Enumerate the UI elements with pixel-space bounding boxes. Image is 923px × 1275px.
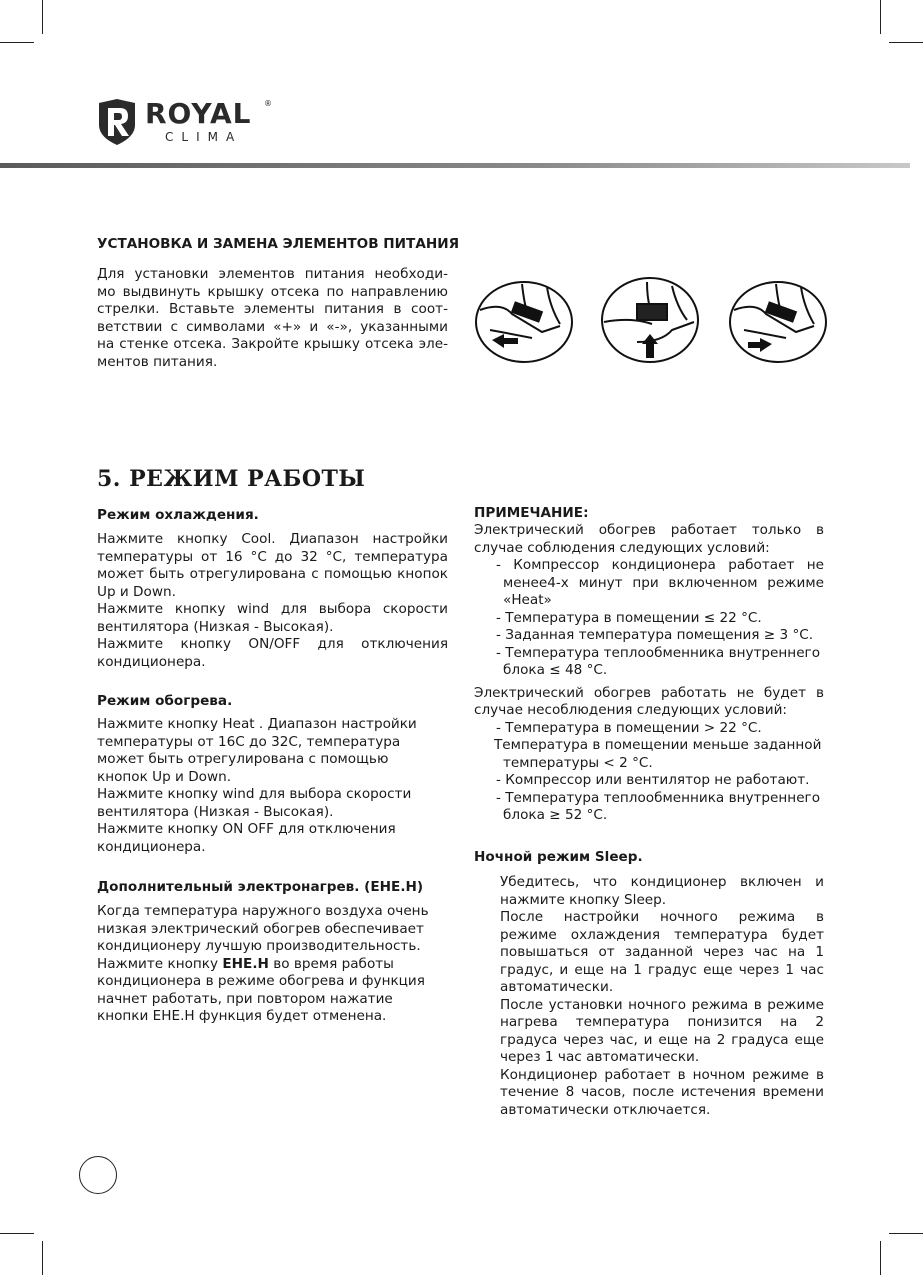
text-segment: - Заданная температура помещения ≥ 3 °C.: [496, 627, 814, 643]
text-line: [474, 575, 824, 593]
text-segment: вентилятора (Низкая - Высокая).: [97, 618, 334, 635]
text-segment: - Компрессор кондиционера работает не: [496, 557, 824, 573]
text-segment: нажмите кнопку Sleep.: [500, 891, 667, 908]
text-segment: низкая электрический обогрев обеспечивает: [97, 920, 424, 937]
text-segment: Нажмите кнопку ON/OFF для отключения: [97, 636, 448, 652]
text-segment: режиме охлаждения температура будет: [500, 926, 824, 943]
text-line: [500, 1102, 824, 1120]
text-line: [97, 839, 448, 857]
text-line: [500, 997, 824, 1015]
text-line: [474, 720, 824, 738]
text-line: [500, 979, 824, 997]
text-line: [500, 892, 824, 910]
text-line: [97, 903, 448, 921]
text-line: [97, 319, 448, 337]
text-line: [500, 1014, 824, 1032]
text-segment: случае соблюдения следующих условий:: [474, 539, 770, 556]
text-segment: После настройки ночного режима в: [500, 909, 824, 925]
crop-mark: [0, 1233, 34, 1234]
text-line: [97, 821, 448, 839]
text-line: [474, 592, 824, 610]
crop-mark: [42, 0, 43, 34]
text-line: [97, 301, 448, 319]
text-line: [97, 549, 448, 567]
heat-heading: Режим обогрева.: [97, 693, 233, 709]
text-segment: - Температура в помещении > 22 °C.: [496, 719, 762, 736]
text-segment: кондиционеру лучшую производительность.: [97, 938, 421, 954]
text-segment: Нажмите кнопку ON OFF для отключения: [97, 821, 396, 837]
text-segment: кондиционера.: [97, 838, 206, 855]
sleep-heading: Ночной режим Sleep.: [474, 849, 643, 865]
text-line: [474, 807, 824, 825]
text-line: [97, 786, 448, 804]
text-line: [500, 944, 824, 962]
text-segment: кондиционера.: [97, 653, 206, 670]
battery-heading: УСТАНОВКА И ЗАМЕНА ЭЛЕМЕНТОВ ПИТАНИЯ: [97, 236, 460, 252]
text-segment: Убедитесь, что кондиционер включен и: [500, 874, 824, 890]
text-segment: Нажмите кнопку: [97, 955, 223, 972]
page-number-circle: [79, 1156, 117, 1194]
cool-text: [97, 531, 448, 671]
crop-mark: [889, 1233, 923, 1234]
text-segment: начнет работать, при повтором нажатие: [97, 990, 393, 1007]
text-segment: кнопок Up и Down.: [97, 768, 232, 785]
text-segment: мо выдвинуть крышку отсека по направлению: [97, 283, 448, 300]
text-segment: Электрический обогрев работать не будет в: [474, 684, 824, 701]
text-segment: Нажмите кнопку wind для выбора скорости: [97, 786, 412, 802]
text-line: [500, 874, 824, 892]
text-segment: кнопки EHE.H функция будет отменена.: [97, 1008, 387, 1024]
text-segment: может быть отрегулирована с помощью кнопок: [97, 566, 448, 582]
text-segment: повышаться от заданной через час на 1: [500, 944, 824, 960]
text-line: [97, 266, 448, 284]
bold-term: EHE.H: [222, 955, 269, 972]
text-segment: Температура в помещении меньше заданной: [494, 737, 822, 753]
text-segment: «Heat»: [503, 592, 552, 608]
text-segment: градус, и еще на 1 градус еще через 1 час: [500, 961, 824, 978]
text-segment: После установки ночного режима в режиме: [500, 996, 824, 1013]
text-line: [500, 1032, 824, 1050]
text-line: [474, 702, 824, 720]
text-segment: ментов питания.: [97, 353, 218, 370]
text-segment: вентилятора (Низкая - Высокая).: [97, 803, 334, 820]
crop-mark: [889, 42, 923, 43]
text-line: [474, 627, 824, 645]
text-segment: Нажмите кнопку Heat . Диапазон настройки: [97, 716, 417, 732]
text-segment: на стенке отсека. Закройте крышку отсека эле-: [97, 336, 448, 352]
text-line: [97, 619, 448, 637]
ehe-text: [97, 903, 448, 1026]
royal-clima-shield-logo: [97, 99, 137, 145]
text-line: [97, 284, 448, 302]
text-line: [474, 772, 824, 790]
battery-text: [97, 266, 448, 371]
text-segment: Нажмите кнопку wind для выбора скорости: [97, 601, 448, 617]
text-segment: кондиционера в режиме обогрева и функция: [97, 973, 425, 989]
text-segment: через 1 час автоматически.: [500, 1049, 700, 1065]
heat-text: [97, 716, 448, 856]
crop-mark: [880, 0, 881, 34]
text-line: [97, 716, 448, 734]
text-segment: температуры от 16С до 32С, температура: [97, 733, 401, 750]
text-segment: Электрический обогрев работает только в: [474, 522, 824, 538]
text-segment: течение 8 часов, после истечения времени: [500, 1084, 824, 1100]
text-line: [474, 755, 824, 773]
text-line: [97, 654, 448, 672]
text-line: [97, 956, 448, 974]
text-line: [474, 522, 824, 540]
text-segment: во время работы: [268, 955, 394, 972]
cool-heading: Режим охлаждения.: [97, 507, 259, 523]
text-line: [474, 557, 824, 575]
text-segment: Когда температура наружного воздуха очень: [97, 903, 429, 919]
text-segment: блока ≥ 52 °C.: [503, 807, 608, 823]
battery-cover-illustrations: [472, 272, 832, 372]
text-segment: автоматически отключается.: [500, 1101, 711, 1118]
registered-mark: ®: [264, 99, 272, 108]
text-line: [474, 790, 824, 808]
text-line: [97, 566, 448, 584]
text-segment: - Температура теплообменника внутреннего: [496, 789, 821, 806]
header-rule: [0, 163, 910, 168]
text-line: [97, 336, 448, 354]
sleep-text: [500, 874, 824, 1119]
crop-mark: [42, 1241, 43, 1275]
text-segment: ветствии с символами «+» и «-», указанными: [97, 318, 448, 335]
text-segment: Нажмите кнопку Cool. Диапазон настройки: [97, 531, 448, 547]
text-line: [97, 991, 448, 1009]
ehe-heading: Дополнительный электронагрев. (EHE.H): [97, 879, 424, 895]
brand-name: ROYAL: [145, 97, 252, 130]
text-line: [97, 531, 448, 549]
text-line: [474, 737, 824, 755]
text-line: [500, 1067, 824, 1085]
text-segment: - Температура теплообменника внутреннего: [496, 644, 821, 661]
text-segment: может быть отрегулирована с помощью: [97, 751, 389, 767]
text-segment: стрелки. Вставьте элементы питания в соот-: [97, 301, 448, 317]
text-segment: температуры < 2 °C.: [503, 754, 653, 771]
text-line: [97, 1008, 448, 1026]
crop-mark: [0, 42, 34, 43]
text-line: [97, 751, 448, 769]
crop-mark: [880, 1241, 881, 1275]
text-line: [97, 938, 448, 956]
text-segment: случае несоблюдения следующих условий:: [474, 702, 787, 718]
text-line: [474, 685, 824, 703]
text-segment: менее4-х минут при включенном режиме: [503, 574, 824, 591]
text-segment: Up и Down.: [97, 583, 176, 600]
text-line: [97, 584, 448, 602]
text-line: [474, 662, 824, 680]
text-line: [500, 962, 824, 980]
text-line: [500, 927, 824, 945]
text-segment: - Температура в помещении ≤ 22 °C.: [496, 609, 762, 626]
text-segment: - Компрессор или вентилятор не работают.: [496, 772, 810, 788]
text-segment: градуса через час, и еще на 2 градуса еще: [500, 1031, 824, 1048]
text-line: [500, 1084, 824, 1102]
text-segment: блока ≤ 48 °C.: [503, 662, 608, 678]
text-segment: температуры от 16 °C до 32 °C, температура: [97, 548, 448, 565]
text-segment: автоматически.: [500, 979, 614, 995]
text-segment: Кондиционер работает в ночном режиме в: [500, 1066, 824, 1083]
text-line: [97, 921, 448, 939]
text-line: [97, 734, 448, 752]
text-line: [97, 601, 448, 619]
text-line: [97, 636, 448, 654]
text-line: [474, 610, 824, 628]
text-segment: нагрева температура понизится на 2: [500, 1014, 824, 1030]
text-line: [97, 354, 448, 372]
text-line: [97, 804, 448, 822]
text-line: [97, 769, 448, 787]
section-title: 5. РЕЖИМ РАБОТЫ: [97, 466, 366, 492]
text-line: [500, 1049, 824, 1067]
text-line: [500, 909, 824, 927]
text-line: [474, 540, 824, 558]
note-text: [474, 522, 824, 825]
note-heading: ПРИМЕЧАНИЕ:: [474, 505, 589, 521]
brand-sub: CLIMA: [165, 130, 243, 144]
text-line: [97, 973, 448, 991]
text-segment: Для установки элементов питания необходи-: [97, 266, 448, 282]
text-line: [474, 645, 824, 663]
